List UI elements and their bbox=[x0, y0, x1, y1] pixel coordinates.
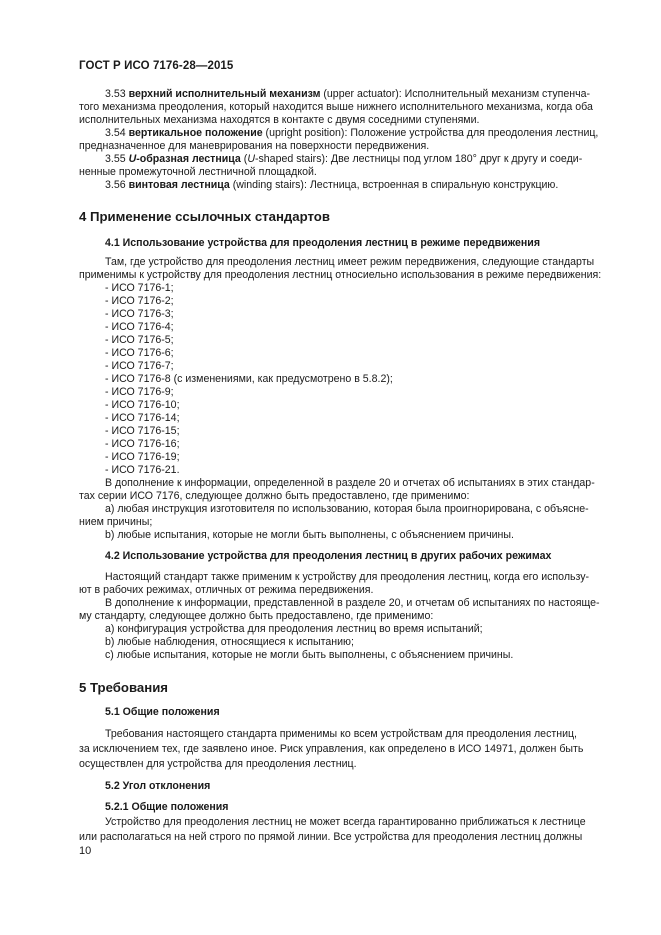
definition-number: 3.54 bbox=[105, 127, 126, 139]
section-4-2-heading: 4.2 Использование устройства для преодоления лестниц в других рабочих режимах bbox=[105, 550, 552, 562]
list-item: - ИСО 7176-10; bbox=[105, 399, 180, 411]
list-item: - ИСО 7176-4; bbox=[105, 321, 174, 333]
definition-text: (winding stairs): Лестница, встроенная в спиральную конструкцию. bbox=[229, 179, 559, 191]
standards-list bbox=[79, 282, 614, 477]
definition-text: -shaped stairs): Две лестницы под углом 180° друг к другу и соеди- bbox=[254, 153, 583, 165]
definition-line: исполнительных механизма находятся в контакте с двумя соседними ступенями. bbox=[79, 114, 480, 126]
list-item: - ИСО 7176-19; bbox=[105, 451, 180, 463]
paragraph-line: или располагаться на ней строго по прямой линии. Все устройства для преодоления лестниц должны bbox=[79, 831, 583, 843]
paragraph-line: ют в рабочих режимах, отличных от режима передвижения. bbox=[79, 584, 374, 596]
section-4-heading: 4 Применение ссылочных стандартов bbox=[79, 209, 330, 224]
list-item: - ИСО 7176-16; bbox=[105, 438, 180, 450]
list-item: - ИСО 7176-7; bbox=[105, 360, 174, 372]
list-item: - ИСО 7176-21. bbox=[105, 464, 180, 476]
definition-3-56 bbox=[79, 179, 614, 192]
paragraph-line: за исключением тех, где заявлено иное. Риск управления, как определено в ИСО 14971, должен быть bbox=[79, 743, 584, 755]
definition-line bbox=[79, 127, 614, 140]
list-item: - ИСО 7176-15; bbox=[105, 425, 180, 437]
section-5-heading: 5 Требования bbox=[79, 680, 169, 695]
definition-3-53 bbox=[79, 88, 614, 127]
definition-line bbox=[79, 179, 614, 192]
definition-text: (upright position): Положение устройства для преодоления лестниц, bbox=[262, 127, 599, 139]
definition-3-55 bbox=[79, 153, 614, 179]
paragraph-line: применимы к устройству для преодоления лестниц относиельно использования в режиме передвижения: bbox=[79, 269, 602, 281]
list-item: - ИСО 7176-9; bbox=[105, 386, 174, 398]
paragraph-line: Устройство для преодоления лестниц не может всегда гарантированно приближаться к лестнице bbox=[105, 816, 586, 828]
definition-term: верхний исполнительный механизм bbox=[128, 88, 321, 100]
list-item: - ИСО 7176-5; bbox=[105, 334, 174, 346]
paragraph-line: В дополнение к информации, определенной в разделе 20 и отчетах об испытаниях в этих стандар- bbox=[105, 477, 595, 489]
definition-term: вертикальное положение bbox=[128, 127, 263, 139]
paragraph-line: b) любые наблюдения, относящиеся к испытанию; bbox=[105, 636, 354, 648]
paragraph-line: нием причины; bbox=[79, 516, 153, 528]
list-item: - ИСО 7176-8 (с изменениями, как предусмотрено в 5.8.2); bbox=[105, 373, 393, 385]
definition-term: винтовая лестница bbox=[128, 179, 230, 191]
definition-line bbox=[79, 88, 614, 101]
list-item: - ИСО 7176-2; bbox=[105, 295, 174, 307]
paragraph-line: му стандарту, следующее должно быть предоставлено, где применимо: bbox=[79, 610, 434, 622]
definition-text: (upper actuator): Исполнительный механизм ступенча- bbox=[320, 88, 591, 100]
list-item: - ИСО 7176-6; bbox=[105, 347, 174, 359]
definition-line: предназначенное для маневрирования на поверхности передвижения. bbox=[79, 140, 430, 152]
paragraph-line: Требования настоящего стандарта применимы ко всем устройствам для преодоления лестниц, bbox=[105, 728, 578, 740]
page-content bbox=[79, 88, 614, 845]
paragraph-line: c) любые испытания, которые не могли быть выполнены, с объяснением причины. bbox=[105, 649, 514, 661]
list-item: - ИСО 7176-3; bbox=[105, 308, 174, 320]
paragraph-line: Там, где устройство для преодоления лестниц имеет режим передвижения, следующие стандарты bbox=[105, 256, 595, 268]
paragraph-line: b) любые испытания, которые не могли быть выполнены, с объяснением причины. bbox=[105, 529, 514, 541]
section-5-1-heading: 5.1 Общие положения bbox=[105, 706, 220, 718]
definition-number: 3.53 bbox=[105, 88, 126, 100]
section-5-2-1-heading: 5.2.1 Общие положения bbox=[105, 801, 229, 813]
definition-line: того механизма преодоления, который находится выше нижнего исполнительного механизма, когда оба bbox=[79, 101, 593, 113]
definition-3-54 bbox=[79, 127, 614, 153]
paragraph-line: a) конфигурация устройства для преодоления лестниц во время испытаний; bbox=[105, 623, 483, 635]
page-number: 10 bbox=[79, 845, 92, 857]
section-4-1-heading: 4.1 Использование устройства для преодоления лестниц в режиме передвижения bbox=[105, 237, 540, 249]
running-header: ГОСТ Р ИСО 7176-28—2015 bbox=[79, 60, 234, 72]
section-5-2-heading: 5.2 Угол отклонения bbox=[105, 780, 211, 792]
paragraph-line: a) любая инструкция изготовителя по использованию, которая была проигнорирована, с объясне- bbox=[105, 503, 589, 515]
definition-text-italic: U bbox=[247, 153, 255, 165]
definition-text: ( bbox=[240, 153, 248, 165]
list-item: - ИСО 7176-14; bbox=[105, 412, 180, 424]
definition-line bbox=[79, 153, 614, 166]
definition-number: 3.56 bbox=[105, 179, 126, 191]
paragraph-line: осуществлен для устройства для преодоления лестниц. bbox=[79, 758, 357, 770]
definition-number: 3.55 bbox=[105, 153, 126, 165]
paragraph-line: тах серии ИСО 7176, следующее должно быть предоставлено, где применимо: bbox=[79, 490, 470, 502]
definition-term: -образная лестница bbox=[136, 153, 241, 165]
list-item: - ИСО 7176-1; bbox=[105, 282, 174, 294]
definition-term-letter: U bbox=[128, 153, 137, 165]
paragraph-line: В дополнение к информации, представленной в разделе 20, и отчетам об испытаниях по настояще- bbox=[105, 597, 600, 609]
definition-line: ненные промежуточной лестничной площадкой. bbox=[79, 166, 317, 178]
paragraph-line: Настоящий стандарт также применим к устройству для преодоления лестниц, когда его использу- bbox=[105, 571, 590, 583]
